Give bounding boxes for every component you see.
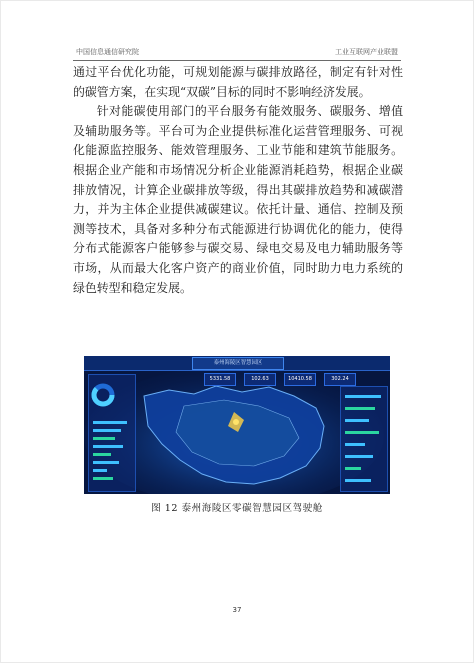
right-bar-8 xyxy=(345,479,371,482)
stat-1: 5331.58 xyxy=(204,373,236,386)
right-bar-4 xyxy=(345,431,379,434)
body-text xyxy=(73,63,403,298)
stat-4: 302.24 xyxy=(324,373,356,386)
dashboard-title: 泰州海陵区智慧园区 xyxy=(192,357,284,370)
dashboard-figure xyxy=(84,356,390,494)
header-left: 中国信息通信研究院 xyxy=(76,48,139,56)
right-bar-2 xyxy=(345,407,375,410)
bar-3 xyxy=(93,437,115,440)
header-right: 工业互联网产业联盟 xyxy=(335,48,398,56)
bar-5 xyxy=(93,453,111,456)
right-bar-7 xyxy=(345,467,361,470)
right-bar-6 xyxy=(345,455,373,458)
donut-icon xyxy=(89,377,135,417)
bar-7 xyxy=(93,469,107,472)
bar-6 xyxy=(93,461,119,464)
right-panel xyxy=(340,386,388,492)
bar-8 xyxy=(93,477,113,480)
page-number: 37 xyxy=(232,606,242,614)
bar-2 xyxy=(93,429,121,432)
right-bar-3 xyxy=(345,419,369,422)
right-bar-5 xyxy=(345,443,365,446)
stat-3: 10410.58 xyxy=(284,373,316,386)
paragraph-1: 通过平台优化功能，可规划能源与碳排放路径，制定有针对性的碳管方案，在实现“双碳”目标的同时不影响经济发展。 xyxy=(73,65,403,99)
right-bar-1 xyxy=(345,395,381,398)
paragraph-2: 针对能碳使用部门的平台服务有能效服务、碳服务、增值及辅助服务等。平台可为企业提供标准化运营管理服务、可视化能源监控服务、能效管理服务、工业节能和建筑节能服务。根据企业产能和市场情况分析企业能源消耗趋势，根据企业碳排放情况，计算企业碳排放等级，得出其碳排放趋势和减碳潜力，并为主体企业提供减碳建议。依托计量、通信、控制及预测等技术，具备对多种分布式能源进行协调优化的能力，使得分布式能源客户能够参与碳交易、绿电交易及电力辅助服务等市场，从而最大化客户资产的商业价值，同时助力电力系统的绿色转型和稳定发展。 xyxy=(73,104,403,295)
figure-caption: 图 12 泰州海陵区零碳智慧园区驾驶舱 xyxy=(151,503,323,514)
header-rule xyxy=(73,60,401,61)
left-panel xyxy=(88,374,136,492)
bar-4 xyxy=(93,445,123,448)
bar-1 xyxy=(93,421,127,424)
stat-2: 102.63 xyxy=(244,373,276,386)
